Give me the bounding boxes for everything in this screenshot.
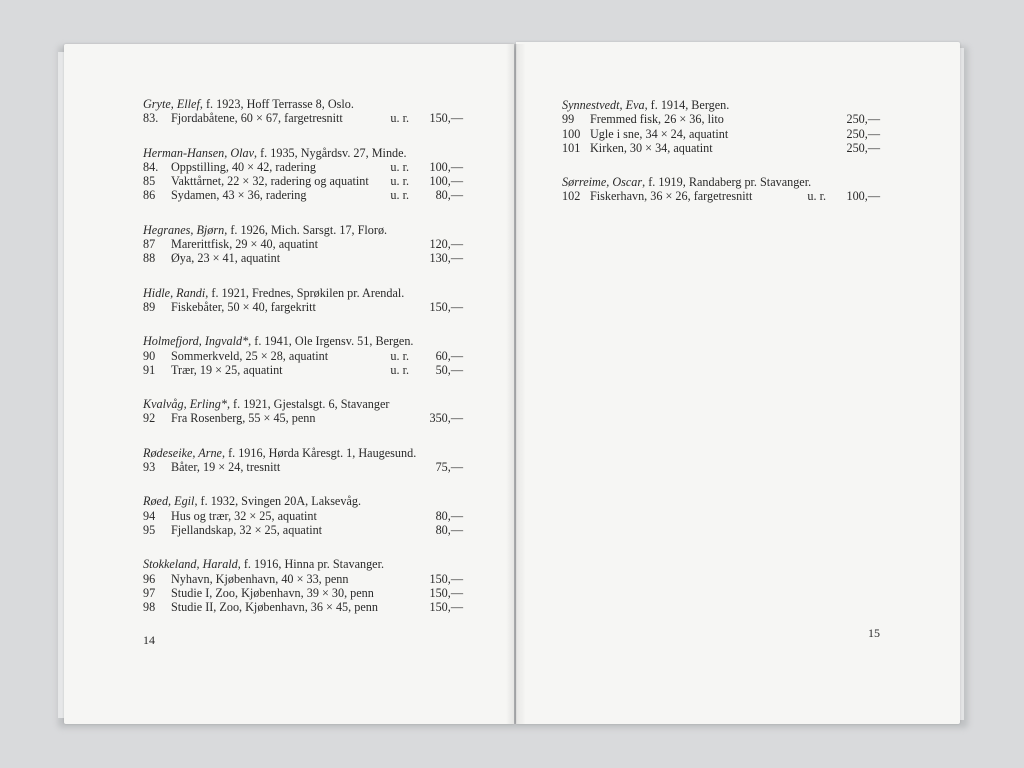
artist-entry: [143, 446, 463, 475]
work-title: Fra Rosenberg, 55 × 45, penn: [171, 411, 316, 426]
artist-entry: [143, 557, 463, 614]
work-title: Studie I, Zoo, Kjøbenhavn, 39 × 30, penn: [171, 585, 374, 600]
catalog-number: 90: [143, 348, 156, 363]
catalog-row: [143, 300, 463, 314]
catalog-number: 86: [143, 188, 156, 203]
work-price: 130,—: [429, 251, 463, 266]
catalog-number: 99: [562, 112, 575, 127]
work-title: Fjellandskap, 32 × 25, aquatint: [171, 522, 323, 537]
work-title: Ugle i sne, 34 × 24, aquatint: [590, 126, 729, 141]
artist-name: Hegranes, Bjørn: [143, 222, 225, 237]
catalog-number: 97: [143, 585, 156, 600]
catalog-number: 93: [143, 460, 156, 475]
work-title: Fiskerhavn, 36 × 26, fargetresnitt: [590, 189, 753, 204]
artist-info: , f. 1921, Gjestalsgt. 6, Stavanger: [226, 397, 390, 412]
artist-heading: [143, 397, 463, 411]
work-price: 250,—: [846, 112, 880, 127]
catalog-row: [143, 111, 463, 125]
catalog-row: [143, 572, 463, 586]
work-price: 75,—: [435, 460, 463, 475]
catalog-number: 98: [143, 600, 156, 615]
work-price: 150,—: [429, 299, 463, 314]
artist-name: Røed, Egil: [143, 494, 195, 509]
artist-info: , f. 1926, Mich. Sarsgt. 17, Florø.: [224, 222, 388, 237]
catalog-number: 83.: [143, 111, 159, 126]
catalog-row: [562, 112, 880, 126]
catalog-row: [143, 160, 463, 174]
unframed-note: u. r.: [390, 348, 409, 363]
page-number-right: 15: [868, 626, 880, 640]
artist-name: Herman-Hansen, Olav: [143, 145, 255, 160]
unframed-note: u. r.: [390, 362, 409, 377]
work-price: 250,—: [846, 140, 880, 155]
unframed-note: u. r.: [390, 159, 409, 174]
artist-entry: [143, 494, 463, 537]
artist-info: , f. 1923, Hoff Terrasse 8, Oslo.: [199, 97, 354, 111]
artist-entry: [143, 397, 463, 426]
unframed-note: u. r.: [807, 189, 826, 204]
artist-info: , f. 1921, Frednes, Sprøkilen pr. Arendal.: [205, 285, 405, 300]
work-title: Båter, 19 × 24, tresnitt: [171, 460, 281, 475]
catalog-number: 84.: [143, 159, 159, 174]
artist-info: , f. 1919, Randaberg pr. Stavanger.: [642, 175, 812, 190]
work-title: Fjordabåtene, 60 × 67, fargetresnitt: [171, 111, 343, 126]
work-price: 350,—: [429, 411, 463, 426]
right-page-catalog: [562, 98, 880, 224]
work-price: 150,—: [429, 111, 463, 126]
catalog-number: 95: [143, 522, 156, 537]
artist-name: Synnestvedt, Eva: [562, 98, 645, 112]
work-title: Fremmed fisk, 26 × 36, lito: [590, 112, 724, 127]
catalog-row: [143, 509, 463, 523]
catalog-row: [562, 127, 880, 141]
catalog-number: 91: [143, 362, 156, 377]
work-price: 120,—: [429, 237, 463, 252]
catalog-row: [143, 460, 463, 474]
artist-heading: [143, 494, 463, 508]
artist-heading: [143, 446, 463, 460]
page-number-left: 14: [143, 633, 155, 647]
artist-entry: [143, 146, 463, 203]
left-page-catalog: [143, 97, 463, 634]
artist-name: Kvalvåg, Erling*: [143, 397, 227, 412]
work-title: Øya, 23 × 41, aquatint: [171, 251, 281, 266]
artist-entry: [562, 98, 880, 155]
catalog-number: 100: [562, 126, 581, 141]
work-price: 80,—: [435, 522, 463, 537]
work-title: Fiskebåter, 50 × 40, fargekritt: [171, 299, 316, 314]
work-price: 80,—: [435, 508, 463, 523]
work-title: Vakttårnet, 22 × 32, radering og aquatint: [171, 174, 369, 189]
catalog-number: 94: [143, 508, 156, 523]
work-price: 80,—: [435, 188, 463, 203]
artist-name: Sørreime, Oscar: [562, 175, 643, 190]
catalog-number: 85: [143, 174, 156, 189]
work-title: Trær, 19 × 25, aquatint: [171, 362, 283, 377]
catalog-number: 89: [143, 299, 156, 314]
artist-name: Hidle, Randi: [143, 285, 206, 300]
artist-info: , f. 1941, Ole Irgensv. 51, Bergen.: [248, 334, 414, 349]
catalog-number: 87: [143, 237, 156, 252]
work-title: Sydamen, 43 × 36, radering: [171, 188, 307, 203]
catalog-row: [143, 188, 463, 202]
unframed-note: u. r.: [390, 111, 409, 126]
artist-name: Gryte, Ellef: [143, 97, 200, 111]
work-price: 150,—: [429, 600, 463, 615]
work-title: Studie II, Zoo, Kjøbenhavn, 36 × 45, penn: [171, 600, 378, 615]
artist-name: Rødeseike, Arne: [143, 445, 222, 460]
artist-heading: [143, 97, 463, 111]
artist-entry: [143, 286, 463, 315]
catalog-row: [143, 600, 463, 614]
artist-info: , f. 1935, Nygårdsv. 27, Minde.: [254, 145, 407, 160]
work-title: Oppstilling, 40 × 42, radering: [171, 159, 316, 174]
artist-heading: [143, 223, 463, 237]
catalog-number: 96: [143, 571, 156, 586]
artist-heading: [143, 557, 463, 571]
work-price: 250,—: [846, 126, 880, 141]
catalog-number: 102: [562, 189, 581, 204]
artist-heading: [562, 175, 880, 189]
artist-heading: [143, 146, 463, 160]
work-title: Sommerkveld, 25 × 28, aquatint: [171, 348, 329, 363]
artist-heading: [143, 334, 463, 348]
artist-heading: [562, 98, 880, 112]
catalog-number: 88: [143, 251, 156, 266]
artist-info: , f. 1914, Bergen.: [644, 98, 730, 112]
work-price: 50,—: [435, 362, 463, 377]
work-price: 100,—: [429, 174, 463, 189]
work-price: 150,—: [429, 585, 463, 600]
artist-entry: [143, 97, 463, 126]
artist-name: Stokkeland, Harald: [143, 557, 238, 572]
catalog-number: 101: [562, 140, 581, 155]
artist-info: , f. 1916, Hørda Kåresgt. 1, Haugesund.: [221, 445, 417, 460]
catalog-row: [143, 174, 463, 188]
catalog-row: [143, 411, 463, 425]
artist-info: , f. 1916, Hinna pr. Stavanger.: [237, 557, 385, 572]
catalog-row: [562, 189, 880, 203]
artist-heading: [143, 286, 463, 300]
work-price: 100,—: [429, 159, 463, 174]
book-gutter: [506, 44, 526, 724]
catalog-row: [143, 523, 463, 537]
artist-entry: [143, 223, 463, 266]
artist-info: , f. 1932, Svingen 20A, Laksevåg.: [194, 494, 361, 509]
work-price: 60,—: [435, 348, 463, 363]
catalog-number: 92: [143, 411, 156, 426]
catalog-row: [143, 363, 463, 377]
catalog-row: [143, 586, 463, 600]
work-title: Hus og trær, 32 × 25, aquatint: [171, 508, 317, 523]
catalog-row: [143, 349, 463, 363]
catalog-row: [143, 251, 463, 265]
unframed-note: u. r.: [390, 174, 409, 189]
artist-entry: [562, 175, 880, 204]
work-price: 150,—: [429, 571, 463, 586]
work-title: Kirken, 30 × 34, aquatint: [590, 140, 713, 155]
unframed-note: u. r.: [390, 188, 409, 203]
work-price: 100,—: [846, 189, 880, 204]
artist-name: Holmefjord, Ingvald*: [143, 334, 249, 349]
catalog-row: [143, 237, 463, 251]
artist-entry: [143, 334, 463, 377]
work-title: Nyhavn, Kjøbenhavn, 40 × 33, penn: [171, 571, 349, 586]
catalog-row: [562, 141, 880, 155]
work-title: Marerittfisk, 29 × 40, aquatint: [171, 237, 318, 252]
